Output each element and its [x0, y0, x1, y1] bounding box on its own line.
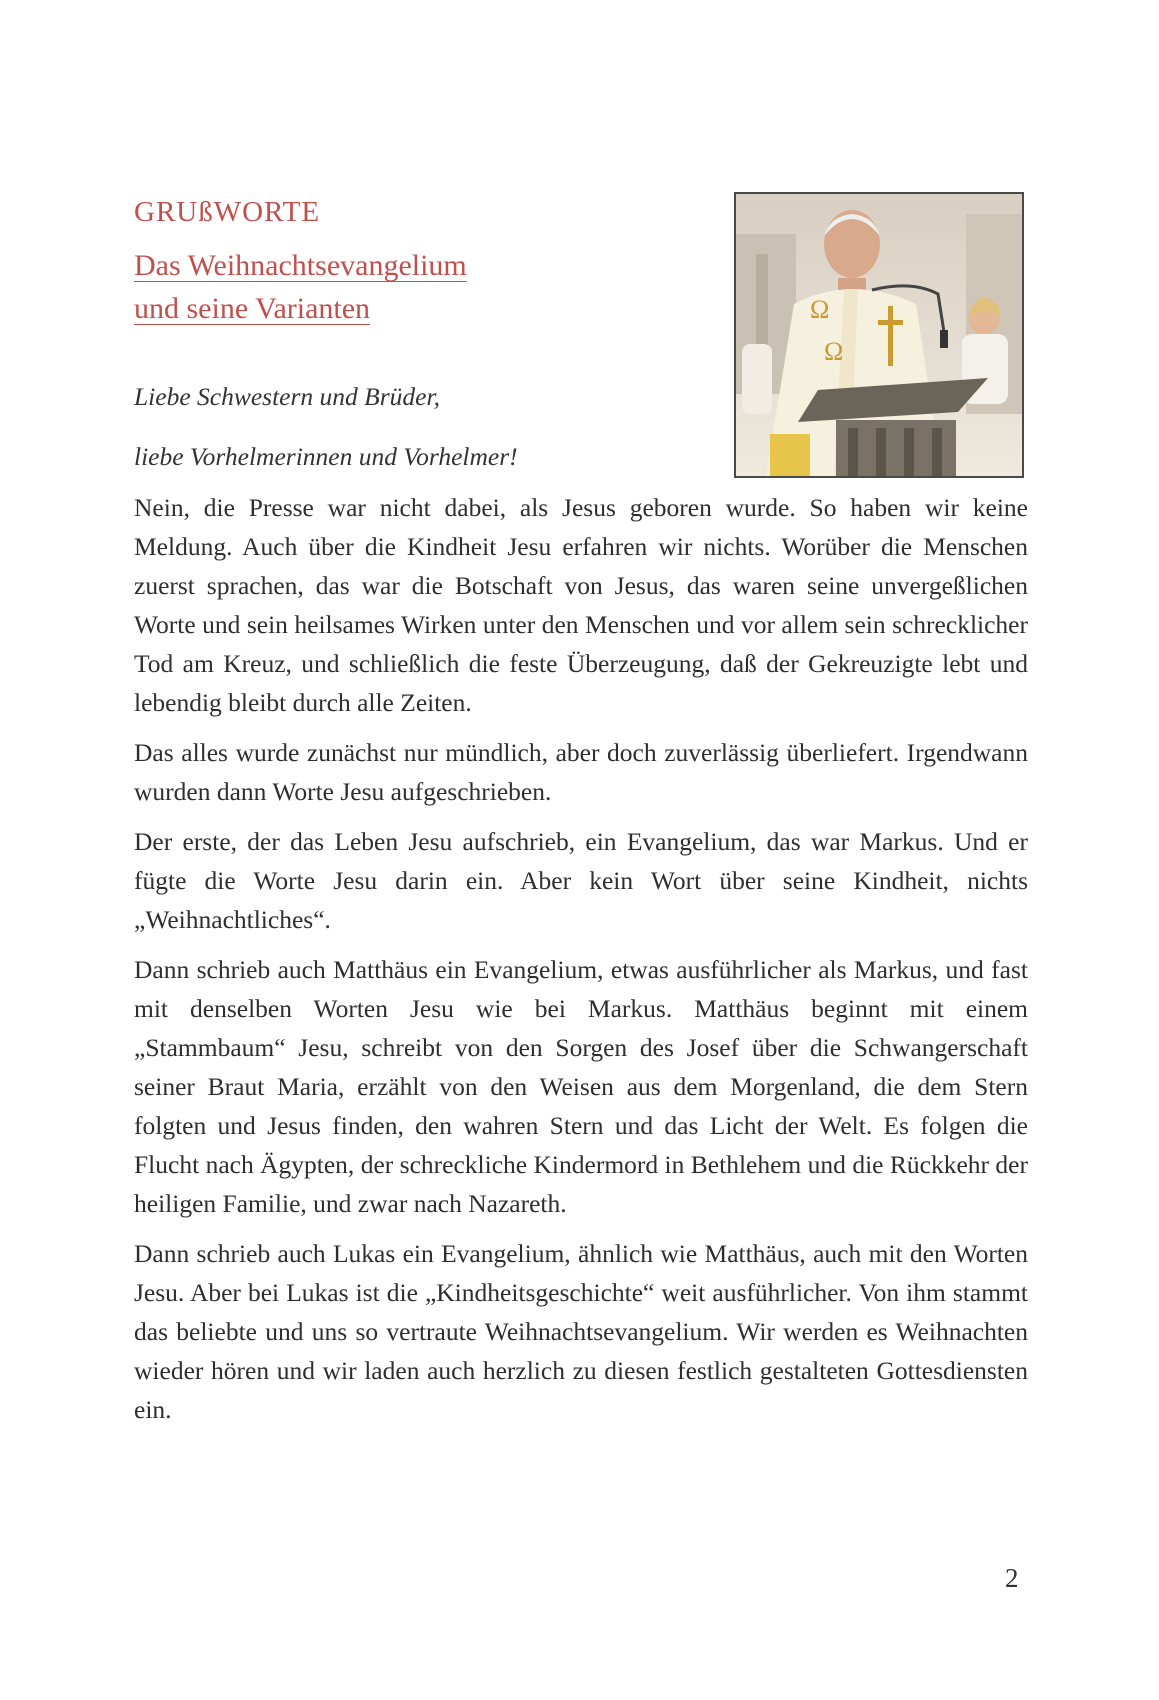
- paragraph: Der erste, der das Leben Jesu aufschrieb, ein Evangelium, das war Markus. Und er fügte die Worte Jesu darin ein. Aber kein Wort über seine Kindheit, nichts „Weihnachtliches“.: [134, 827, 1028, 934]
- svg-text:Ω: Ω: [810, 295, 830, 324]
- paragraph: Das alles wurde zunächst nur mündlich, aber doch zuverlässig überliefert. Irgendwann wurden dann Worte Jesu aufgeschrieben.: [134, 738, 1028, 806]
- page-number: 2: [1005, 1563, 1019, 1593]
- article-title: [134, 244, 694, 330]
- section-label: GRUßWORTE: [134, 196, 321, 228]
- letter-body: [134, 488, 1028, 1440]
- paragraph: Dann schrieb auch Matthäus ein Evangelium, etwas ausführlicher als Markus, und fast mit denselben Worten Jesu wie bei Markus. Matthäus beginnt mit einem „Stammbaum“ Jesu, schreibt von den Sorgen des Josef über die Schwangerschaft seiner Braut Maria, erzählt von den Weisen aus dem Morgenland, die dem Stern folgten und Jesus finden, den wahren Stern und das Licht der Welt. Es folgen die Flucht nach Ägypten, der schreckliche Kindermord in Bethlehem und die Rückkehr der heiligen Familie, und zwar nach Nazareth.: [134, 955, 1028, 1218]
- article-title-line-1: Das Weihnachtsevangelium: [134, 249, 467, 282]
- priest-photo: [734, 192, 1024, 478]
- salutation-line-1: Liebe Schwestern und Brüder,: [134, 382, 440, 411]
- svg-text:Ω: Ω: [824, 337, 844, 366]
- paragraph: Nein, die Presse war nicht dabei, als Jesus geboren wurde. So haben wir keine Meldung. Auch über die Kindheit Jesu erfahren wir nichts. Worüber die Menschen zuerst sprachen, das war die Botschaft von Jesus, das waren seine unvergeßlichen Worte und sein heilsames Wirken unter den Menschen und vor allem sein schrecklicher Tod am Kreuz, und schließlich die feste Überzeugung, daß der Gekreuzigte lebt und lebendig bleibt durch alle Zeiten.: [134, 493, 1028, 717]
- priest-at-lectern-photo-icon: [736, 194, 1022, 476]
- paragraph: Dann schrieb auch Lukas ein Evangelium, ähnlich wie Matthäus, auch mit den Worten Jesu. Aber bei Lukas ist die „Kindheitsgeschichte“ weit ausführlicher. Von ihm stammt das beliebte und uns so vertraute Weihnachtsevangelium. Wir werden es Weihnachten wieder hören und wir laden auch herzlich zu diesen festlich gestalteten Gottesdiensten ein.: [134, 1239, 1028, 1424]
- salutation-line-2: liebe Vorhelmerinnen und Vorhelmer!: [134, 442, 518, 471]
- article-title-line-2: und seine Varianten: [134, 292, 371, 325]
